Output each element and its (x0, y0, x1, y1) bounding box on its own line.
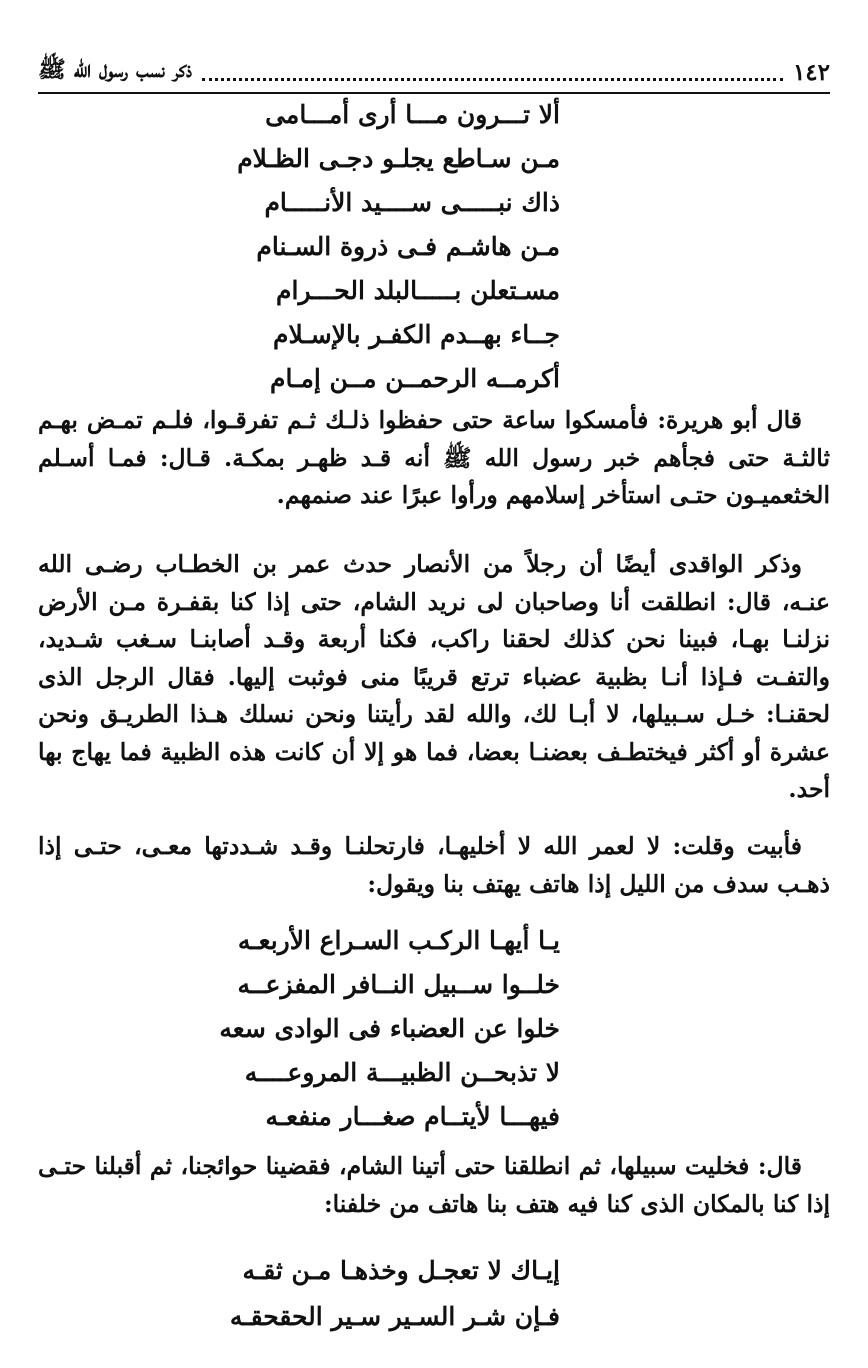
verse-line: خلوا عن العضباء فى الوادى سعه (219, 1014, 560, 1043)
verse-line: إيـاك لا تعجـل وخذهـا مـن ثقـه (242, 1256, 560, 1285)
verse-line: مـن هاشـم فـى ذروة السـنام (256, 232, 560, 261)
paragraph: قال أبو هريرة: فأمسكوا ساعة حتى حفظوا ذلـك ثـم تفرقـوا، فلـم تمـض بهـم ثالثـة حتى فجأهم خبر رسول الله ﷺ أنه قـد ظهـر بمكـة. قـال: فمـا أسـلم الخثعميـون حتـى استأخر إسلامهم ورأوا عبرًا عند صنمهم. (38, 406, 830, 509)
verse-line: ألا تـــرون مـــا أرى أمـــامى (265, 100, 560, 129)
verse-line: فـإن شـر السـير سـير الحقحقـه (229, 1302, 560, 1331)
verse-line: جــاء بهــدم الكفـر بالإسـلام (273, 320, 560, 349)
paragraph: وذكر الواقدى أيضًا أن رجلاً من الأنصار حدث عمر بن الخطـاب رضـى الله عنـه، قال: انطلقت أنا وصاحبان لى نريد الشام، حتى إذا كنا بقفـرة مـن الأرض نزلنـا بهـا، فبينا نحن كذلك لحقنا راكب، فكنا أربعة وقـد أصابنـا سـغب شـديد، والتفـت فـإذا أنـا بظبية عضباء ترتع قريبًا منى فوثبت إليها. فقال الرجل الذى لحقنـا: خـل سـبيلها، لا أبـا لك، والله لقد رأيتنا ونحن نسلك هـذا الطريـق ونحن عشرة أو أكثر فيختطـف بعضنـا بعضا، فما هو إلا أن كانت هذه الظبية فما يهاج بها أحد. (38, 550, 830, 803)
verse-line: مـن سـاطع يجلـو دجـى الظـلام (237, 144, 560, 173)
header-leader-dots (202, 64, 783, 81)
verse-line: خلــوا ســبيل النــافر المفزعــه (237, 970, 560, 999)
paragraph: فأبيت وقلت: لا لعمر الله لا أخليهـا، فارتحلنـا وقـد شـددتها معـى، حتـى إذا ذهـب سدف من الليل إذا هاتف يهتف بنا ويقول: (38, 832, 830, 898)
page-number: ١٤٢ (792, 58, 830, 86)
page-header (38, 54, 830, 90)
verse-line: ذاك نبـــــى ســــيد الأنـــــام (264, 188, 560, 217)
paragraph: قال: فخليت سبيلها، ثم انطلقنا حتى أتينا الشام، فقضينا حوائجنا، ثم أقبلنا حتـى إذا كنا بالمكان الذى كنا فيه هتف بنا هاتف من خلفنا: (38, 1152, 830, 1218)
verse-line: فيهـــا لأيتــام صغـــار منفعـه (265, 1102, 560, 1131)
verse-line: أكرمــه الرحمــن مــن إمـام (270, 364, 560, 393)
verse-line: يـا أيهـا الركـب السـراع الأربعـه (237, 926, 560, 955)
header-rule (38, 92, 830, 94)
verse-line: مسـتعلن بـــــالبلد الحـــرام (276, 276, 560, 305)
book-page (38, 46, 830, 1346)
verse-line: لا تذبحــن الظبيـــة المروعــــه (244, 1058, 560, 1087)
running-title: ذكر نسب رسول الله ﷺ (38, 56, 193, 83)
